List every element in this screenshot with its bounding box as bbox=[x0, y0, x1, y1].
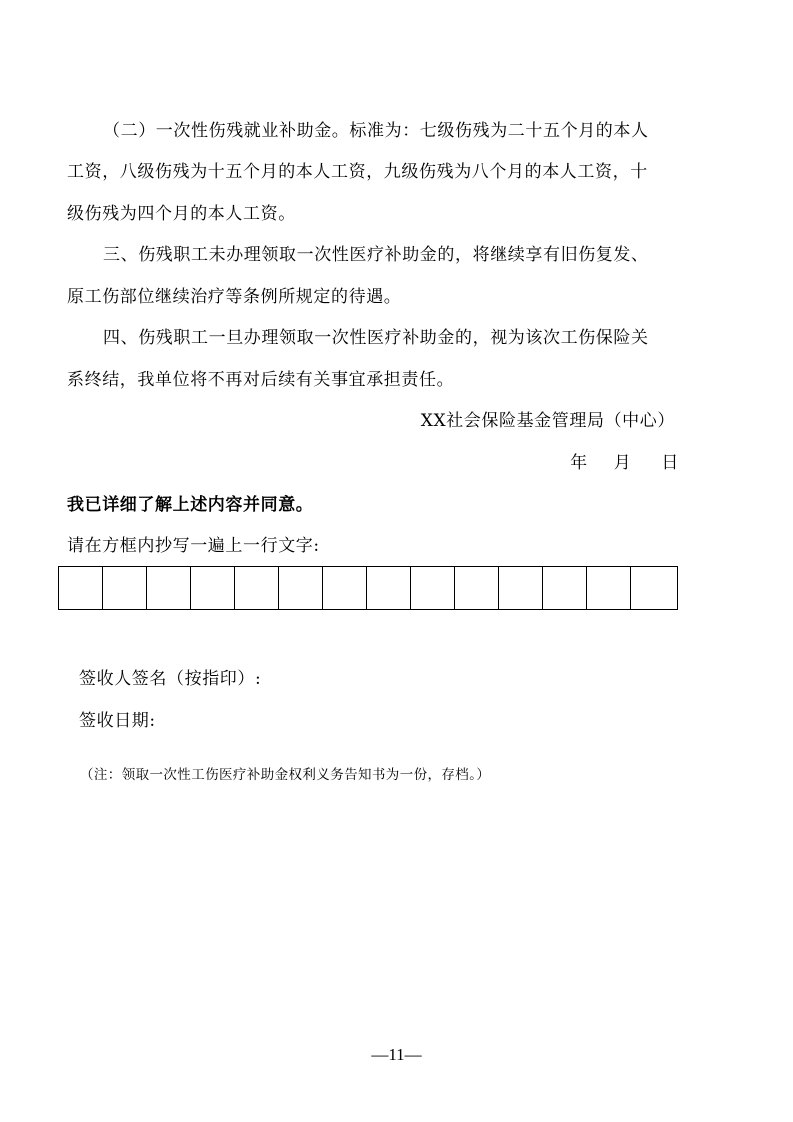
copy-box-cell[interactable] bbox=[59, 567, 103, 609]
copy-box-cell[interactable] bbox=[455, 567, 499, 609]
paragraph-2-line-2: 工资，八级伤残为十五个月的本人工资，九级伤残为八个月的本人工资，十 bbox=[67, 162, 648, 182]
paragraph-4-line-2: 系终结，我单位将不再对后续有关事宜承担责任。 bbox=[67, 370, 455, 390]
paragraph-2-line-1: （二）一次性伤残就业补助金。标准为：七级伤残为二十五个月的本人 bbox=[103, 121, 649, 141]
date-day-label: 日 bbox=[661, 453, 679, 473]
date-month-label: 月 bbox=[613, 453, 632, 473]
copy-box-cell[interactable] bbox=[103, 567, 147, 609]
agreement-statement: 我已详细了解上述内容并同意。 bbox=[67, 495, 314, 515]
paragraph-4-line-1: 四、伤残职工一旦办理领取一次性医疗补助金的，视为该次工伤保险关 bbox=[103, 328, 649, 348]
issuer-name: XX社会保险基金管理局（中心） bbox=[420, 411, 675, 431]
copy-box-cell[interactable] bbox=[323, 567, 367, 609]
copy-box-cell[interactable] bbox=[499, 567, 543, 609]
paragraph-3-line-1: 三、伤残职工未办理领取一次性医疗补助金的，将继续享有旧伤复发、 bbox=[103, 245, 649, 265]
copy-box-cell[interactable] bbox=[235, 567, 279, 609]
paragraph-2-line-3: 级伤残为四个月的本人工资。 bbox=[67, 204, 296, 224]
footnote: （注：领取一次性工伤医疗补助金权利义务告知书为一份，存档。） bbox=[80, 767, 491, 783]
copy-instruction: 请在方框内抄写一遍上一行文字: bbox=[67, 536, 320, 556]
paragraph-3-line-2: 原工伤部位继续治疗等条例所规定的待遇。 bbox=[67, 287, 402, 307]
copy-box-cell[interactable] bbox=[191, 567, 235, 609]
copy-box-cell[interactable] bbox=[411, 567, 455, 609]
copy-box-cell[interactable] bbox=[543, 567, 587, 609]
copy-box-cell[interactable] bbox=[147, 567, 191, 609]
page-number: —11— bbox=[371, 1045, 422, 1064]
sign-date-label: 签收日期: bbox=[79, 711, 156, 731]
copy-box-cell[interactable] bbox=[631, 567, 678, 609]
copy-box-cell[interactable] bbox=[367, 567, 411, 609]
copy-box-grid bbox=[58, 566, 678, 610]
copy-box-cell[interactable] bbox=[279, 567, 323, 609]
date-year-label: 年 bbox=[570, 453, 588, 473]
signature-label: 签收人签名（按指印）: bbox=[79, 669, 262, 689]
issue-date bbox=[570, 452, 679, 474]
copy-box-cell[interactable] bbox=[587, 567, 631, 609]
